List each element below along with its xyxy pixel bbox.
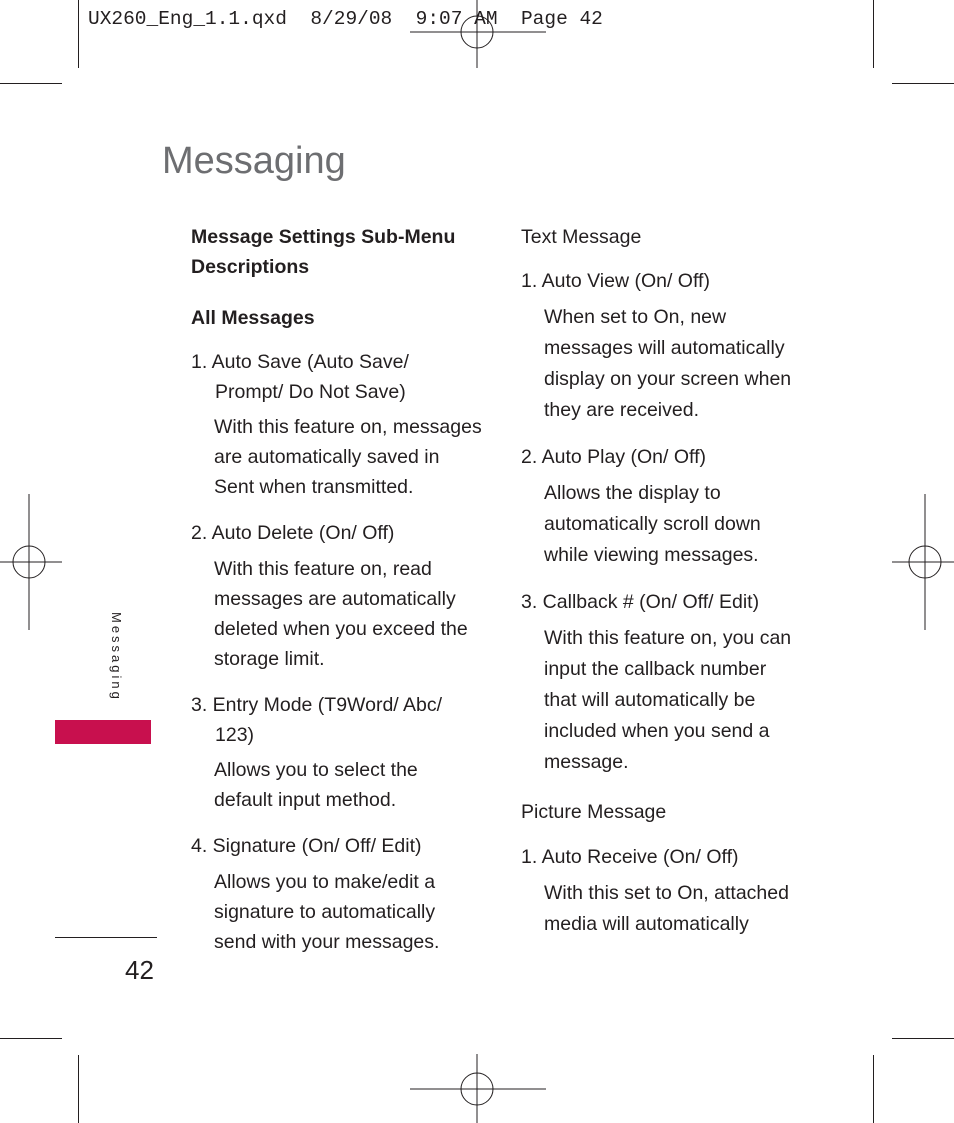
item-description: are automatically saved in [214,446,440,468]
item-description: input the callback number [544,658,767,680]
side-tab-label: Messaging [109,612,124,702]
item-title: 3. Entry Mode (T9Word/ Abc/ [191,694,443,716]
item-title: 4. Signature (On/ Off/ Edit) [191,835,422,857]
item-description: send with your messages. [214,931,440,953]
registration-mark-left-icon [0,494,64,630]
subheading-text-message: Text Message [521,226,642,248]
section-heading-line2: Descriptions [191,256,310,278]
item-description: they are received. [544,399,700,421]
item-title: 3. Callback # (On/ Off/ Edit) [521,591,760,613]
item-title-line2: Prompt/ Do Not Save) [215,381,406,403]
section-heading: Message Settings Sub-Menu [191,226,456,248]
subheading-all-messages: All Messages [191,307,315,329]
item-title-line2: 123) [215,724,255,746]
item-description: Allows the display to [544,482,721,504]
print-slug: UX260_Eng_1.1.qxd 8/29/08 9:07 AM Page 42 [88,8,603,30]
item-title: 1. Auto View (On/ Off) [521,270,710,292]
item-description: that will automatically be [544,689,756,711]
item-description: messages are automatically [214,588,456,610]
side-tab-marker [55,720,151,744]
item-description: included when you send a [544,720,770,742]
item-description: Allows you to make/edit a [214,871,436,893]
registration-mark-right-icon [890,494,954,630]
item-description: messages will automatically [544,337,785,359]
item-title: 2. Auto Play (On/ Off) [521,446,706,468]
item-title: 1. Auto Save (Auto Save/ [191,351,409,373]
item-description: default input method. [214,789,397,811]
item-description: Allows you to select the [214,759,418,781]
page-title: Messaging [162,140,346,182]
subheading-picture-message: Picture Message [521,801,667,823]
item-description: media will automatically [544,913,749,935]
item-title: 2. Auto Delete (On/ Off) [191,522,395,544]
item-description: message. [544,751,629,773]
item-description: while viewing messages. [544,544,759,566]
item-description: Sent when transmitted. [214,476,414,498]
item-description: With this feature on, messages [214,416,482,438]
item-description: With this set to On, attached [544,882,789,904]
item-description: storage limit. [214,648,325,670]
item-title: 1. Auto Receive (On/ Off) [521,846,739,868]
item-description: signature to automatically [214,901,436,923]
item-description: When set to On, new [544,306,727,328]
item-description: With this feature on, you can [544,627,792,649]
item-description: With this feature on, read [214,558,432,580]
item-description: automatically scroll down [544,513,761,535]
registration-mark-bottom-icon [410,1054,546,1123]
item-description: deleted when you exceed the [214,618,468,640]
page-number: 42 [125,955,154,985]
item-description: display on your screen when [544,368,792,390]
